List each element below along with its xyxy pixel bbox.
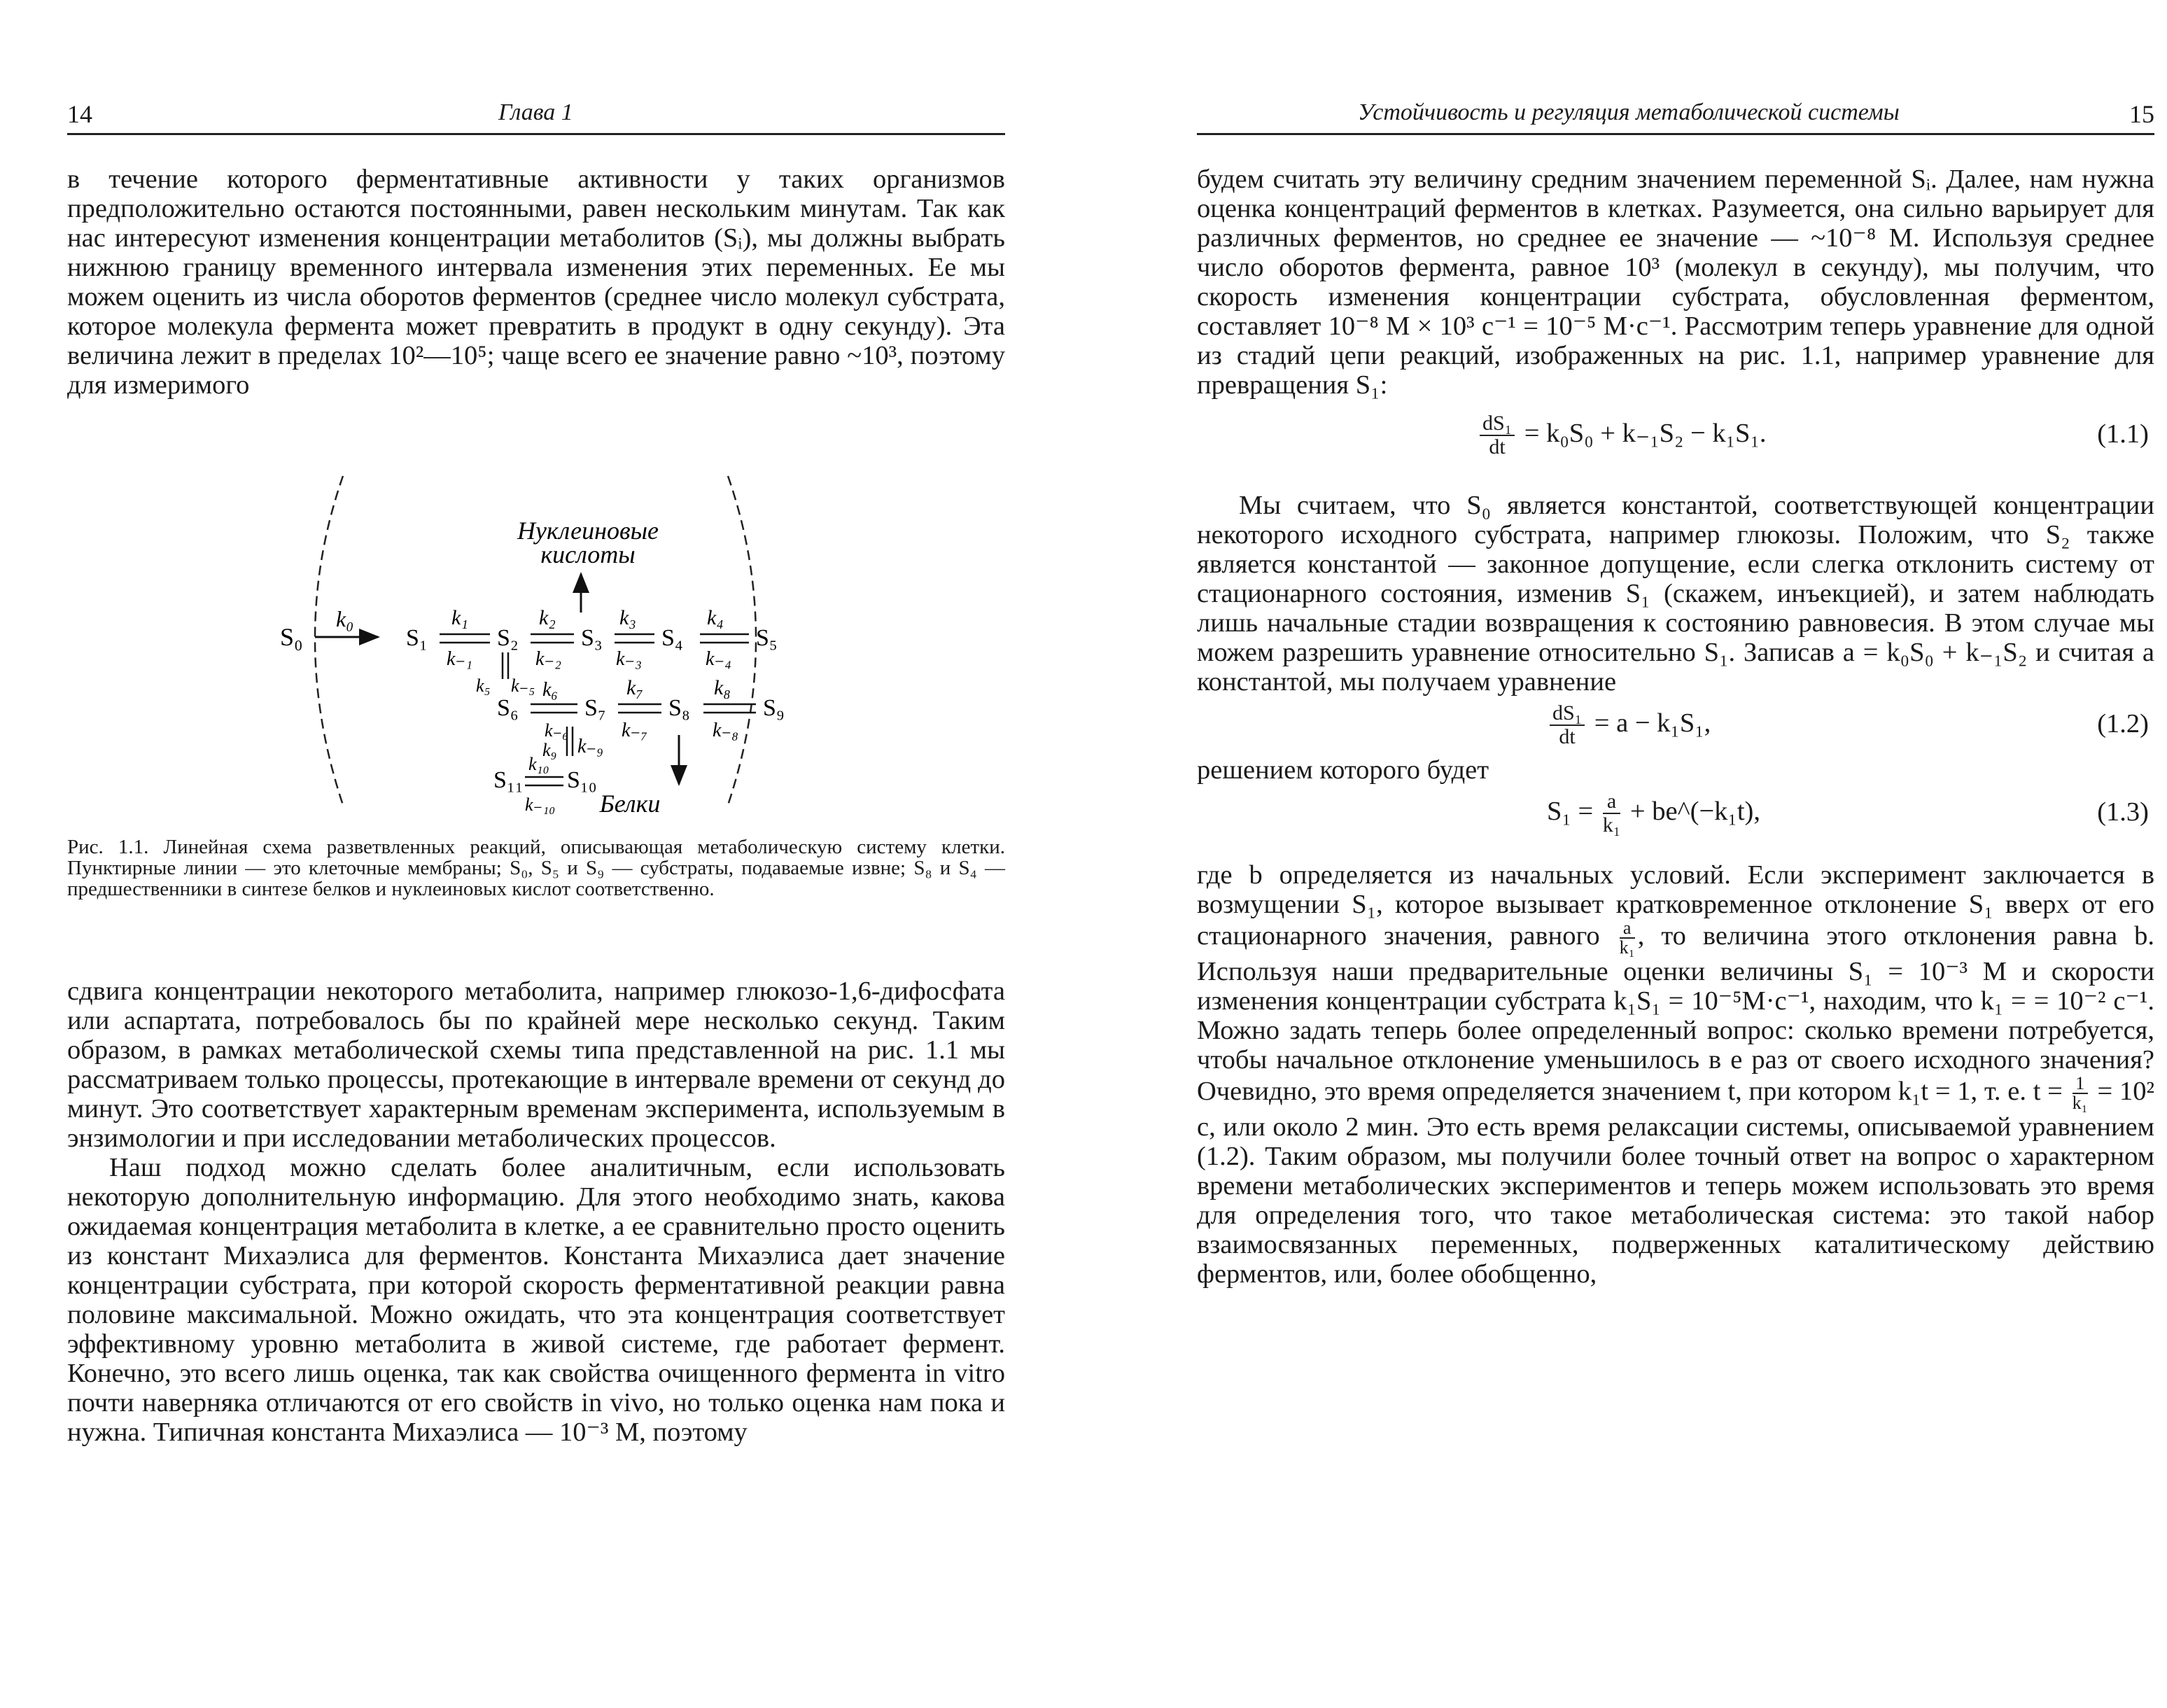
node-s7: S₇ <box>584 695 606 721</box>
rate-k2: k₂ <box>539 606 556 629</box>
rate-k-6: k₋₆ <box>545 720 569 741</box>
rate-k-1: k₋₁ <box>447 648 472 670</box>
rate-k5: k₅ <box>476 676 491 696</box>
text-run: где b определяется из начальных условий. Если эксперимент заключается в возмущении S₁, которое вызывает кратковременное отклонение S₁ вверх от его стационарного значения, равного <box>1197 860 2154 951</box>
eq3-lhs: S₁ = <box>1547 796 1594 826</box>
reaction-scheme-figure <box>266 469 826 826</box>
right-page <box>1084 0 2167 1708</box>
node-s6: S₆ <box>497 695 519 721</box>
node-s0: S₀ <box>280 623 303 651</box>
paragraph: решением которого будет <box>1197 755 1489 785</box>
node-s5: S₅ <box>756 625 778 651</box>
rate-k3: k₃ <box>619 606 636 629</box>
rate-k-8: k₋₈ <box>713 720 738 741</box>
rate-k10: k₁₀ <box>528 754 549 774</box>
equation-number: (1.3) <box>2097 797 2149 827</box>
rate-k-2: k₋₂ <box>535 648 561 670</box>
rate-k9: k₉ <box>542 740 557 760</box>
rate-k-4: k₋₄ <box>706 648 731 670</box>
node-s8: S₈ <box>668 695 690 721</box>
proteins-label: Белки <box>599 790 661 818</box>
nucleic-acids-label: Нуклеиновые <box>517 517 659 545</box>
paragraph <box>1197 860 2154 1289</box>
frac-num: a <box>1620 919 1635 939</box>
running-title: Глава 1 <box>498 99 573 125</box>
running-title: Устойчивость и регуляция метаболической системы <box>1358 99 1900 125</box>
eq2-num: dS₁ <box>1550 702 1585 726</box>
paragraph: будем считать эту величину средним значением переменной Sᵢ. Далее, нам нужна оценка концентраций ферментов в клетках. Разумеется, она сильно варьирует для различных ферментов, но среднее ее значение — ~10⁻⁸ М. Используя среднее число оборотов фермента, равное 10³ (молекул в секунду), мы получим, что скорость изменения концентрации субстрата, обусловленная ферментом, составляет 10⁻⁸ М × 10³ с⁻¹ = 10⁻⁵ М·с⁻¹. Рассмотрим теперь уравнение для одной из стадий цепи реакций, изображенных на рис. 1.1, например уравнение для превращения S₁: <box>1197 164 2154 400</box>
page-number: 15 <box>2129 100 2154 128</box>
left-text-bottom <box>67 976 1005 1447</box>
eq3-rhs: + be^(−k₁t), <box>1629 796 1760 826</box>
text-run: = 10² с, или около 2 мин. Это есть время релаксации системы, описываемой уравнением (1.2). Таким образом, мы получили более точный ответ на вопрос о характерном времени метаболических экспериментов и теперь можем использовать это время для определения того, что такое метаболическая система: это такой набор взаимосвязанных переменных, подверженных каталитическому действию ферментов, или, более обобщенно, <box>1197 1076 2155 1289</box>
eq2-rhs: = a − k₁S₁, <box>1594 708 1711 738</box>
membrane-left <box>315 476 343 805</box>
equation-1-3 <box>1197 785 2154 844</box>
equation-number: (1.2) <box>2097 709 2149 738</box>
eq1-rhs: = k₀S₀ + k₋₁S₂ − k₁S₁. <box>1524 418 1767 448</box>
left-text-top <box>67 164 1005 400</box>
rate-k6: k₆ <box>542 679 559 701</box>
eq3-frac-num: a <box>1603 790 1620 814</box>
eq2-den: dt <box>1559 725 1576 748</box>
node-s1: S₁ <box>406 625 428 651</box>
rate-k7: k₇ <box>626 676 643 699</box>
rate-k-3: k₋₃ <box>616 648 642 670</box>
frac-num: 1 <box>2073 1074 2088 1094</box>
rate-k-10: k₋₁₀ <box>525 794 556 815</box>
eq1-den: dt <box>1489 435 1506 458</box>
node-s9: S₉ <box>763 695 785 721</box>
figure-caption: Рис. 1.1. Линейная схема разветвленных реакций, описывающая метаболическую систему клетки. Пунктирные линии — это клеточные мембраны; S₀, S₅ и S₉ — субстраты, подаваемые извне; S₈ и S₄ — предшественники в синтезе белков и нуклеиновых кислот соответственно. <box>67 836 1005 900</box>
rate-k-5: k₋₅ <box>511 676 535 696</box>
nucleic-acids-label-2: кислоты <box>540 540 636 568</box>
equation-1-1 <box>1197 407 2154 470</box>
rate-k-7: k₋₇ <box>622 720 647 741</box>
right-header <box>1197 91 2154 135</box>
left-header <box>67 91 1005 135</box>
node-s3: S₃ <box>581 625 603 651</box>
frac-den: k₁ <box>2072 1093 2088 1113</box>
eq1-num: dS₁ <box>1480 412 1515 436</box>
rate-k1: k₁ <box>451 606 468 629</box>
right-text <box>1197 164 2154 1289</box>
rate-k8: k₈ <box>714 676 731 699</box>
eq3-frac-den: k₁ <box>1602 813 1621 836</box>
equation-1-2 <box>1197 696 2154 755</box>
node-s2: S₂ <box>497 625 519 651</box>
rate-k-9: k₋₉ <box>577 736 603 757</box>
equation-number: (1.1) <box>2097 419 2149 449</box>
node-s4: S₄ <box>661 625 683 651</box>
text-run: , то величина этого отклонения равна b. Используя наши предварительные оценки величины S₁ = 10⁻³ М и скорости изменения концентрации субстрата k₁S₁ = 10⁻⁵М·с⁻¹, находим, что k₁ = = 10⁻² с⁻¹. Можно задать теперь более определенный вопрос: сколько времени потребуется, чтобы начальное отклонение уменьшилось в e раз от своего исходного значения? Очевидно, это время определяется значением t, при котором k₁t = 1, т. е. t = <box>1197 920 2154 1106</box>
paragraph: сдвига концентрации некоторого метаболита, например глюкозо-1,6-дифосфата или аспартата, потребовалось бы по крайней мере несколько секунд. Таким образом, в рамках метаболической схемы типа представленной на рис. 1.1 мы рассматриваем только процессы, протекающие в интервале времени от секунд до минут. Это соответствует характерным временам эксперимента, используемым в энзимологии и при исследовании метаболических процессов. <box>67 976 1005 1153</box>
node-s11: S₁₁ <box>493 767 524 793</box>
membrane-right <box>728 476 756 805</box>
paragraph: Мы считаем, что S₀ является константой, соответствующей концентрации некоторого исходного субстрата, например глюкозы. Положим, что S₂ также является константой — законное допущение, если слегка отклонить систему от стационарного состояния, изменив S₁ (скажем, инъекцией), и затем наблюдать лишь начальные стадии возвращения к состоянию равновесия. В этом случае мы можем разрешить уравнение относительно S₁. Записав a = k₀S₀ + k₋₁S₂ и считая a константой, мы получаем уравнение <box>1197 491 2154 696</box>
page-number: 14 <box>67 100 92 128</box>
frac-den: k₁ <box>1619 937 1635 958</box>
rate-k4: k₄ <box>707 606 724 629</box>
rate-k0: k₀ <box>336 606 354 631</box>
node-s10: S₁₀ <box>567 767 597 793</box>
paragraph: Наш подход можно сделать более аналитичным, если использовать некоторую дополнительную информацию. Для этого необходимо знать, какова ожидаемая концентрация метаболита в клетке, а ее сравнительно просто оценить из констант Михаэлиса для ферментов. Константа Михаэлиса дает значение концентрации субстрата, при которой скорость ферментативной реакции равна половине максимальной. Можно ожидать, что эта концентрация соответствует эффективному уровню метаболита в живой системе, где работает фермент. Конечно, это всего лишь оценка, так как свойства очищенного фермента in vitro почти наверняка отличаются от его свойств in vivo, но только оценка нам пока и нужна. Типичная константа Михаэлиса — 10⁻³ М, поэтому <box>67 1153 1005 1447</box>
paragraph: в течение которого ферментативные активности у таких организмов предположительно остаются постоянными, равен нескольким минутам. Так как нас интересуют изменения концентрации метаболитов (Sᵢ), мы должны выбрать нижнюю границу временного интервала изменения этих переменных. Ее мы можем оценить из числа оборотов ферментов (среднее число молекул субстрата, которое молекула фермента может превратить в продукт в одну секунду). Эта величина лежит в пределах 10²—10⁵; чаще всего ее значение равно ~10³, поэтому для измеримого <box>67 164 1005 400</box>
